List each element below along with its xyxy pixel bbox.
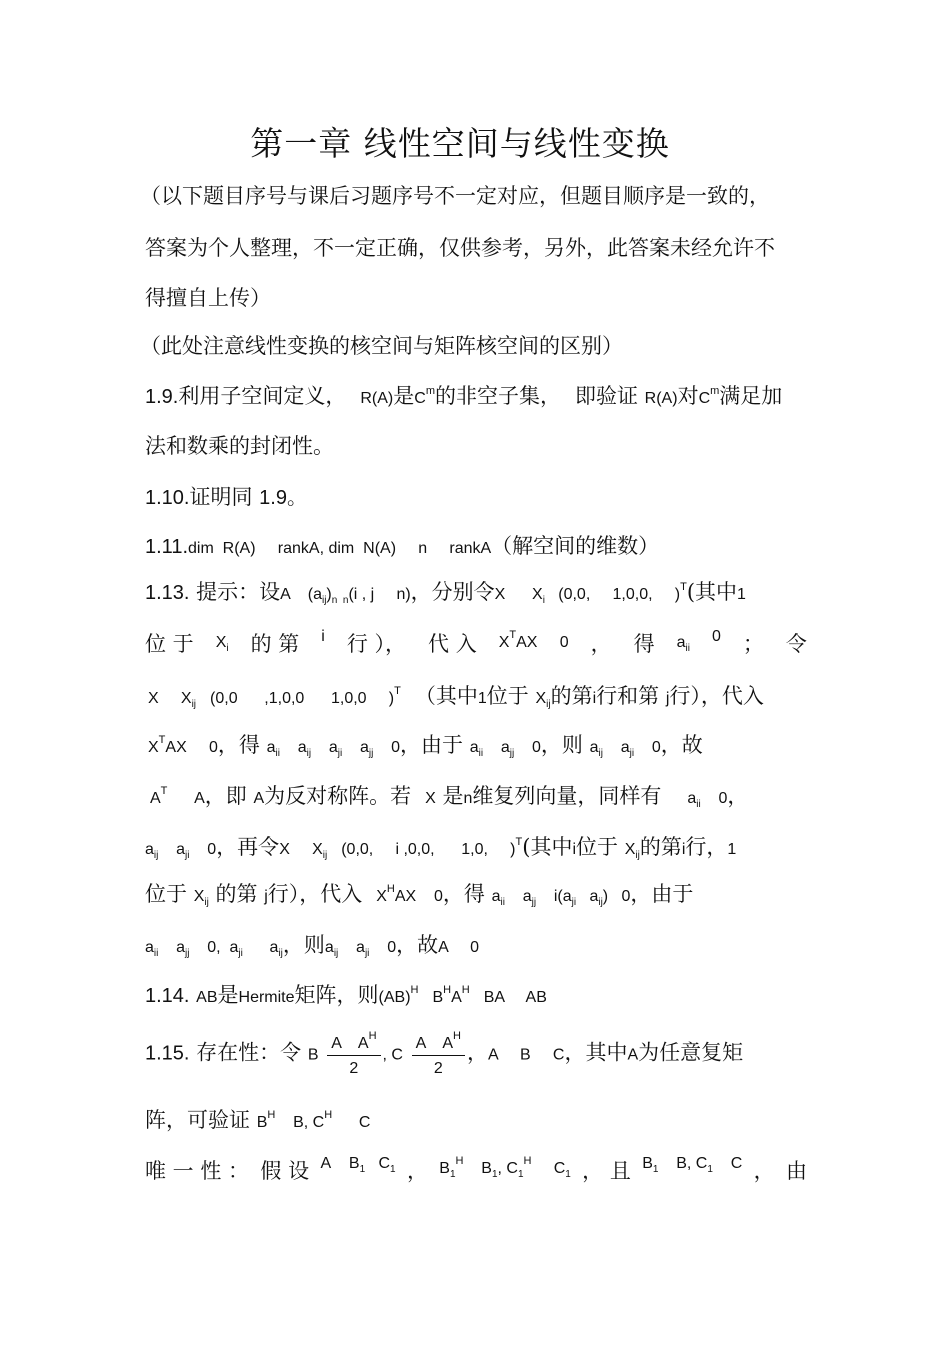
math: $a_{ij}$ $a_{ji}$ 0 <box>145 841 217 861</box>
problem-1-13-line-5: $A^T$ A，即 A为反对称阵。若 X 是n维复列向量，同样有 $a_{ii}$ 0， <box>150 784 749 810</box>
math: A B C <box>487 1046 565 1064</box>
text: 行 ）， <box>346 632 407 656</box>
problem-1-13-line-8 <box>145 929 810 959</box>
math: $A^T$ A <box>150 785 205 807</box>
math: (AB) <box>378 989 411 1006</box>
math: j <box>665 690 670 707</box>
problem-1-13-line-1 <box>145 576 810 606</box>
superscript: H <box>443 984 452 996</box>
text: ，得 <box>442 882 485 906</box>
subscript: n n <box>331 595 349 606</box>
math: X <box>148 739 159 756</box>
math: $B^H$ B, $C^H$ C <box>256 1109 371 1131</box>
chapter-title: 第一章 线性空间与线性变换 <box>250 124 670 163</box>
math: B <box>307 1046 319 1064</box>
problem-1-15-line-1: 1.15. 存在性：令 B $\frac{A A^H}{2}$ , C $\frac{A A^H}{2}$ ，A B C，其中A为任意复矩 <box>145 1030 744 1077</box>
math: $B_1^H$ $B_1$, $C_1^H$ $C_1$ <box>439 1155 571 1180</box>
text: 令 <box>785 632 807 656</box>
text: 为任意复矩 <box>638 1040 744 1065</box>
text: 行和第 <box>596 684 660 708</box>
problem-1-10 <box>145 481 810 511</box>
math: $X_{ij}$ <box>624 841 640 861</box>
text: 的非空子集， <box>434 384 561 408</box>
text: ，则 <box>282 933 325 957</box>
text: 存在性：令 <box>196 1040 302 1065</box>
text: 提示：设 <box>196 580 281 604</box>
math: A 0 <box>438 939 480 956</box>
math: a <box>676 634 686 651</box>
text: ，分别令 <box>410 580 495 604</box>
text: ，由于 <box>400 733 464 757</box>
text: 行），代入 <box>669 684 764 708</box>
text: ， <box>753 1159 775 1183</box>
superscript: T <box>158 734 166 746</box>
text: 满足加 <box>719 384 783 408</box>
text: ，故 <box>396 933 439 957</box>
text: ，由于 <box>630 882 694 906</box>
math: $a_{ii}$ $a_{jj}$ 0, $a_{ji}$ $a_{ij}$ <box>145 939 283 959</box>
problem-1-9-line-1 <box>145 380 810 410</box>
problem-number: 1.14. <box>145 985 190 1007</box>
superscript: T <box>394 685 401 697</box>
math: 0 <box>711 628 721 645</box>
math: , C <box>382 1046 403 1064</box>
math: X $X_{ij}$ <box>279 841 328 861</box>
math: $a_{ij}$ $a_{ji}$ 0 <box>589 739 661 759</box>
subscript: ii <box>685 643 690 654</box>
text: 位于 <box>576 835 619 859</box>
text: ； <box>742 632 764 656</box>
math: X <box>425 790 436 807</box>
subscript: ij <box>321 595 327 606</box>
math: C <box>414 390 426 407</box>
problem-1-13-line-4 <box>148 729 813 759</box>
problem-number: 1.11. <box>145 536 188 558</box>
math: X X <box>494 586 543 603</box>
text: 是 <box>217 983 239 1007</box>
math: X <box>535 690 547 707</box>
text: （其中 <box>414 684 478 708</box>
math: (0,0 ,1,0,0 1,0,0 ) <box>210 690 395 707</box>
math: $a_{ii}$ 0 <box>687 790 728 810</box>
text: 唯 一 性 ： <box>145 1159 250 1183</box>
math: $B_1$ B, $C_1$ C <box>642 1155 743 1175</box>
math: (0,0, 1,0,0, ) <box>544 586 681 603</box>
math: dim R(A) rankA, dim N(A) n rankA <box>188 540 492 557</box>
text: 即验证 <box>574 384 638 408</box>
math: j <box>264 888 268 905</box>
text: ， <box>590 632 612 656</box>
text: 位于 <box>486 684 529 708</box>
math: i <box>681 841 686 858</box>
fraction <box>327 1030 380 1078</box>
text: 位 于 <box>145 632 194 656</box>
text: 维复列向量，同样有 <box>472 784 662 808</box>
math: ) <box>326 586 332 603</box>
math: $X_{ij}$ <box>193 888 209 908</box>
subscript: ij <box>191 699 197 710</box>
problem-number: 1.10. <box>145 487 190 509</box>
math: AB <box>196 989 218 1006</box>
intro-line-3: 得擅自上传） <box>145 286 271 310</box>
math: $X^HAX$ 0 <box>376 883 443 905</box>
problem-1-15-line-3: 唯 一 性 ： 假 设 A $B_1$ $C_1$ ， $B_1^H$ $B_1$, $C_1^H$ $C_1$ ， 且 $B_1$ B, $C_1$ C ， 由 <box>145 1155 807 1183</box>
text: 阵，可验证 <box>145 1108 250 1132</box>
problem-1-13-line-2 <box>145 628 807 658</box>
reference: 1.9。 <box>259 487 307 509</box>
text: 行， <box>685 835 728 859</box>
math: (i , j n) <box>348 586 411 603</box>
math: 1 <box>477 690 487 707</box>
text: ，得 <box>217 733 260 757</box>
math: A $B_1$ $C_1$ <box>320 1155 396 1175</box>
subscript: ij <box>546 699 551 710</box>
math: $a_{ii}$ $a_{jj}$ $i(a_{ji}$ $a_{ij}$) 0 <box>491 888 631 908</box>
superscript: T <box>680 581 687 593</box>
superscript: m <box>710 385 720 397</box>
denominator: 2 <box>433 1060 443 1077</box>
problem-1-13-line-7 <box>145 878 810 908</box>
problem-1-14 <box>145 979 810 1009</box>
subscript: i <box>226 643 229 654</box>
problem-1-13-line-3 <box>148 680 813 710</box>
text: （解空间的维数） <box>491 534 660 558</box>
problem-number: 1.13. <box>145 582 190 604</box>
math: n <box>463 790 473 807</box>
superscript: H <box>368 1030 377 1042</box>
text: 的第 <box>639 835 682 859</box>
text: 的 第 <box>250 632 300 656</box>
superscript: T <box>509 629 517 641</box>
math: i <box>321 628 325 645</box>
math: $a_{ii}$ $a_{ij}$ $a_{ji}$ $a_{jj}$ 0 <box>266 739 401 759</box>
problem-1-13-line-6 <box>145 831 810 861</box>
math: B <box>432 989 444 1006</box>
text: ，即 <box>204 784 247 808</box>
superscript: m <box>425 385 435 397</box>
math: $a_{ii}$ $a_{jj}$ 0 <box>469 739 541 759</box>
intro-line-2: 答案为个人整理，不一定正确，仅供参考，另外，此答案未经允许不 <box>145 236 775 260</box>
problem-number: 1.9. <box>145 386 179 408</box>
text: 行），代入 <box>267 882 363 906</box>
math: A <box>451 989 462 1006</box>
math: C <box>698 390 711 407</box>
superscript: H <box>410 984 419 996</box>
text: 假 设 <box>260 1159 310 1183</box>
text: (其中 <box>686 580 738 604</box>
math: A (a <box>280 586 322 603</box>
text: ，则 <box>540 733 583 757</box>
text: 证明同 <box>189 485 253 509</box>
superscript: H <box>453 1030 461 1042</box>
math: BA AB <box>483 989 547 1006</box>
math: A <box>253 790 265 807</box>
text: 是 <box>442 784 464 808</box>
text: 的第 <box>215 882 258 906</box>
text: 为反对称阵。若 <box>264 784 412 808</box>
problem-number: 1.15. <box>145 1042 190 1065</box>
text: 利用子空间定义， <box>178 384 347 408</box>
text: (其中 <box>522 835 573 859</box>
math: R(A) <box>360 390 394 407</box>
math: X X <box>148 690 192 707</box>
text: Hermite <box>238 989 295 1006</box>
denominator: 2 <box>349 1060 359 1077</box>
math: AX 0 <box>165 739 218 756</box>
subscript: i <box>542 595 545 606</box>
math: 1 <box>737 586 746 603</box>
numerator: A A <box>331 1035 369 1052</box>
text: 是 <box>393 384 415 408</box>
superscript: H <box>267 1109 276 1121</box>
superscript: H <box>324 1109 333 1121</box>
text: 矩阵，则 <box>294 983 379 1007</box>
math: i <box>592 690 597 707</box>
math: X <box>498 634 510 651</box>
fraction <box>412 1030 465 1078</box>
text: ，再令 <box>216 835 280 859</box>
problem-1-11 <box>145 530 810 560</box>
superscript: H <box>386 883 395 895</box>
superscript: H <box>461 984 470 996</box>
math: i <box>572 841 577 858</box>
intro-note: （此处注意线性变换的核空间与矩阵核空间的区别） <box>140 334 623 358</box>
text: ， 且 <box>582 1159 631 1183</box>
problem-1-9-line-2: 法和数乘的封闭性。 <box>145 434 334 458</box>
text: 由 <box>785 1159 807 1183</box>
text: 对 <box>677 384 699 408</box>
superscript: T <box>515 836 523 848</box>
math: 1 <box>727 841 737 858</box>
intro-line-1: （以下题目序号与课后习题序号不一定对应，但题目顺序是一致的， <box>140 184 770 208</box>
text: 代 入 <box>428 632 477 656</box>
numerator: A A <box>415 1035 454 1052</box>
math: X <box>215 634 227 651</box>
math: AX 0 <box>516 634 569 651</box>
problem-1-15-line-2 <box>145 1104 810 1134</box>
text: 的第 <box>550 684 593 708</box>
text: ，故 <box>660 733 703 757</box>
text: 位于 <box>145 882 187 906</box>
text: 得 <box>633 632 655 656</box>
math: (0,0, i ,0,0, 1,0, ) <box>341 841 516 858</box>
math: R(A) <box>644 390 678 407</box>
text: ，其中 <box>564 1040 628 1065</box>
math: $a_{ij}$ $a_{ji}$ 0 <box>324 939 397 959</box>
math: A <box>627 1046 639 1064</box>
